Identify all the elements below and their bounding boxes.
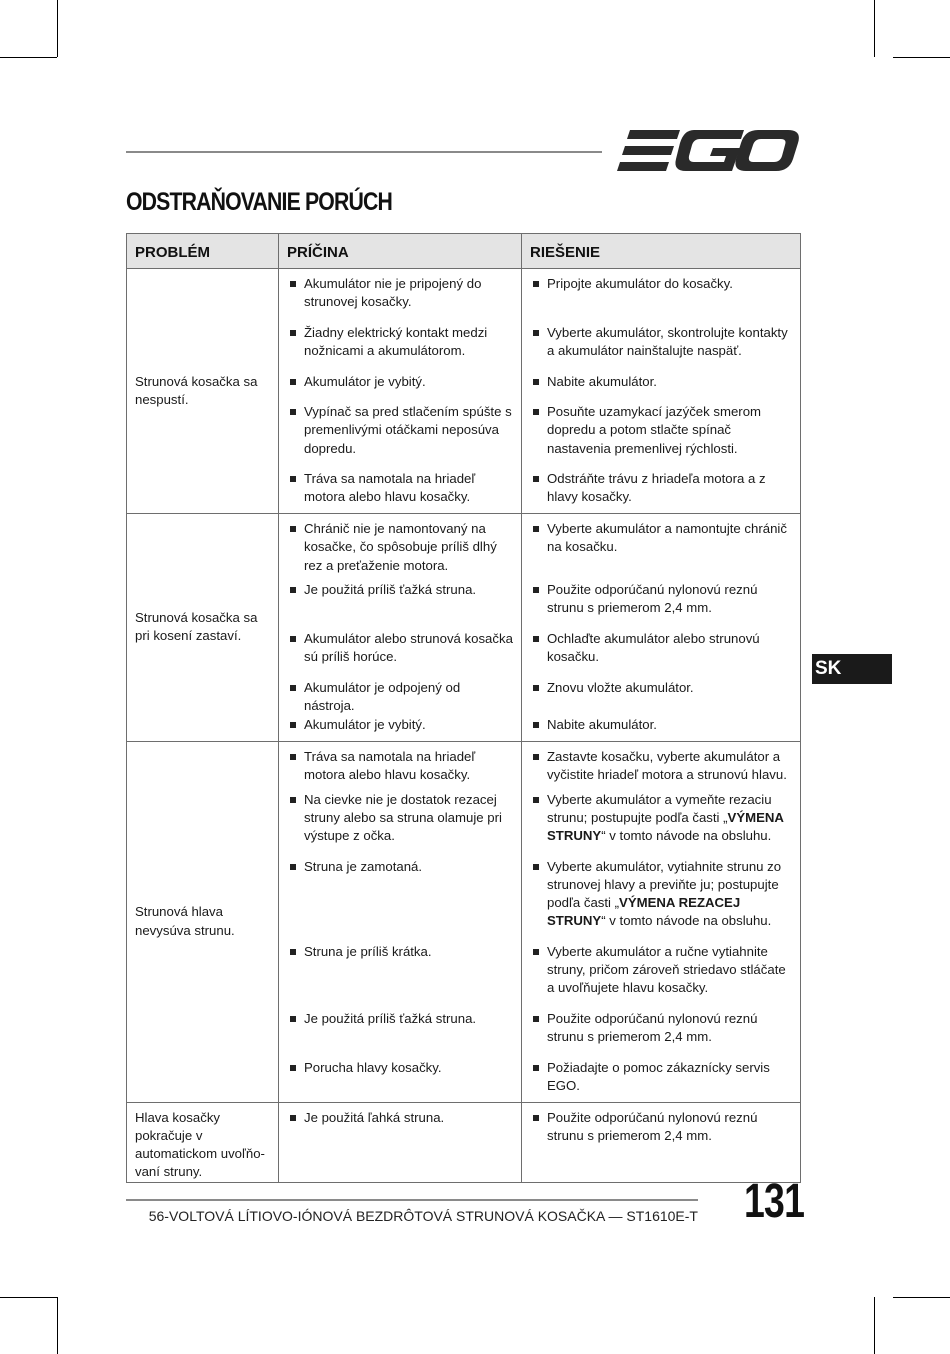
header-cause: PRÍČINA [279, 234, 522, 269]
solution-item: Použite odporúčanú nylonovú reznú strunu s priemerom 2,4 mm. [530, 581, 792, 618]
page-title: ODSTRAŇOVANIE PORÚCH [126, 188, 392, 216]
solution-item: Použite odporúčanú nylonovú reznú strunu s priemerom 2,4 mm. [530, 1010, 792, 1047]
solution-item: Zastavte kosačku, vyberte akumulátor a vyčistite hriadeľ motora a strunovú hlavu. [530, 748, 792, 785]
crop-mark [57, 1297, 58, 1354]
cause-item: Tráva sa namotala na hriadeľ motora alebo hlavu kosačky. [287, 748, 513, 785]
ego-logo [616, 128, 800, 174]
solution-cell [522, 791, 801, 858]
cause-item: Je použitá príliš ťažká struna. [287, 581, 513, 599]
cause-cell [279, 791, 522, 858]
cause-cell [279, 373, 522, 403]
solution-cell [522, 1010, 801, 1059]
solution-section-ref: VÝMENA REZACEJ STRUNY [547, 895, 741, 929]
solution-item: Znovu vložte akumulátor. [530, 679, 792, 697]
cause-item: Chránič nie je namontovaný na kosačke, čo spôsobuje príliš dlhý rez a preťaženie motora. [287, 520, 513, 575]
cause-cell [279, 403, 522, 470]
header-solution: RIEŠENIE [522, 234, 801, 269]
solution-cell [522, 470, 801, 514]
language-tab: SK [812, 654, 892, 684]
problem-cell: Hlava kosačky pokračuje v automatickom uvoľňo-vaní struny. [127, 1102, 279, 1182]
problem-cell: Strunová kosačka sa nespustí. [127, 269, 279, 514]
cause-cell [279, 741, 522, 791]
solution-item: Použite odporúčanú nylonovú reznú strunu s priemerom 2,4 mm. [530, 1109, 792, 1146]
table-row [127, 514, 801, 582]
cause-cell [279, 470, 522, 514]
solution-item: Posuňte uzamykací jazýček smerom dopredu a potom stlačte spínač nastavenia premenlivej rýchlosti. [530, 403, 792, 458]
solution-cell [522, 403, 801, 470]
solution-item: Požiadajte o pomoc zákaznícky servis EGO. [530, 1059, 792, 1096]
solution-item: Vyberte akumulátor, skontrolujte kontakty a akumulátor nainštalujte naspäť. [530, 324, 792, 361]
crop-mark [893, 1297, 950, 1298]
solution-section-ref: VÝMENA STRUNY [547, 809, 784, 844]
solution-item: Odstráňte trávu z hriadeľa motora a z hlavy kosačky. [530, 470, 792, 507]
solution-item: Ochlaďte akumulátor alebo strunovú kosačku. [530, 630, 792, 667]
problem-cell: Strunová hlava nevysúva strunu. [127, 741, 279, 1102]
solution-text: Vyberte akumulátor a vymeňte rezaciu strunu; postupujte podľa časti „ [547, 791, 772, 825]
cause-item: Žiadny elektrický kontakt medzi nožnicami a akumulátorom. [287, 324, 513, 361]
cause-item: Na cievke nie je dostatok rezacej struny alebo sa struna olamuje pri výstupe z očka. [287, 791, 513, 846]
cause-cell [279, 630, 522, 679]
crop-mark [57, 0, 58, 57]
cause-cell [279, 324, 522, 373]
crop-mark [874, 1297, 875, 1354]
cause-cell [279, 716, 522, 742]
solution-cell [522, 858, 801, 943]
solution-cell [522, 630, 801, 679]
solution-item: Pripojte akumulátor do kosačky. [530, 275, 792, 293]
cause-item: Akumulátor je vybitý. [287, 373, 513, 391]
solution-cell [522, 373, 801, 403]
solution-cell [522, 716, 801, 742]
cause-cell [279, 1102, 522, 1182]
crop-mark [0, 1297, 57, 1298]
problem-cell: Strunová kosačka sa pri kosení zastaví. [127, 514, 279, 742]
cause-cell [279, 858, 522, 943]
cause-item: Struna je príliš krátka. [287, 943, 513, 961]
page-number: 131 [744, 1175, 805, 1228]
footer-rule [126, 1199, 698, 1201]
solution-cell [522, 1102, 801, 1182]
solution-item: Vyberte akumulátor a namontujte chránič na kosačku. [530, 520, 792, 557]
cause-item: Porucha hlavy kosačky. [287, 1059, 513, 1077]
cause-cell [279, 679, 522, 716]
solution-cell [522, 581, 801, 630]
cause-cell [279, 1010, 522, 1059]
cause-item: Akumulátor je vybitý. [287, 716, 513, 734]
solution-text: “ v tomto návode na obsluhu. [601, 828, 772, 844]
header-rule [126, 151, 602, 153]
solution-cell [522, 943, 801, 1010]
cause-cell [279, 269, 522, 325]
solution-cell [522, 324, 801, 373]
solution-item: Vyberte akumulátor a ručne vytiahnite struny, pričom zároveň striedavo stláčate a uvoľňujete hlavu kosačky. [530, 943, 792, 998]
cause-cell [279, 1059, 522, 1103]
header-problem: PROBLÉM [127, 234, 279, 269]
crop-mark [0, 57, 57, 58]
troubleshooting-table [126, 233, 801, 1183]
cause-cell [279, 581, 522, 630]
cause-item: Tráva sa namotala na hriadeľ motora alebo hlavu kosačky. [287, 470, 513, 507]
crop-mark [893, 57, 950, 58]
cause-item: Akumulátor nie je pripojený do strunovej kosačky. [287, 275, 513, 312]
crop-mark [874, 0, 875, 57]
cause-item: Je použitá ľahká struna. [287, 1109, 513, 1127]
table-header-row [127, 234, 801, 269]
cause-item: Akumulátor je odpojený od nástroja. [287, 679, 513, 716]
cause-cell [279, 514, 522, 582]
cause-item: Vypínač sa pred stlačením spúšte s premenlivými otáčkami neposúva dopredu. [287, 403, 513, 458]
solution-text: “ v tomto návode na obsluhu. [601, 913, 772, 929]
solution-cell [522, 269, 801, 325]
solution-cell [522, 1059, 801, 1103]
cause-cell [279, 943, 522, 1010]
table-row [127, 1102, 801, 1182]
solution-item: Nabite akumulátor. [530, 373, 792, 391]
solution-text: Vyberte akumulátor, vytiahnite strunu zo strunovej hlavy a previňte ju; postupujte podľa časti „ [547, 858, 782, 911]
footer-text: 56-VOLTOVÁ LÍTIOVO-IÓNOVÁ BEZDRÔTOVÁ STRUNOVÁ KOSAČKA — ST1610E-T [148, 1208, 698, 1224]
solution-item: Nabite akumulátor. [530, 716, 792, 734]
solution-item [530, 858, 792, 931]
table-row [127, 269, 801, 325]
cause-item: Akumulátor alebo strunová kosačka sú príliš horúce. [287, 630, 513, 667]
cause-item: Struna je zamotaná. [287, 858, 513, 876]
solution-item [530, 791, 792, 846]
solution-cell [522, 741, 801, 791]
cause-item: Je použitá príliš ťažká struna. [287, 1010, 513, 1028]
solution-cell [522, 679, 801, 716]
table-row [127, 741, 801, 791]
solution-cell [522, 514, 801, 582]
